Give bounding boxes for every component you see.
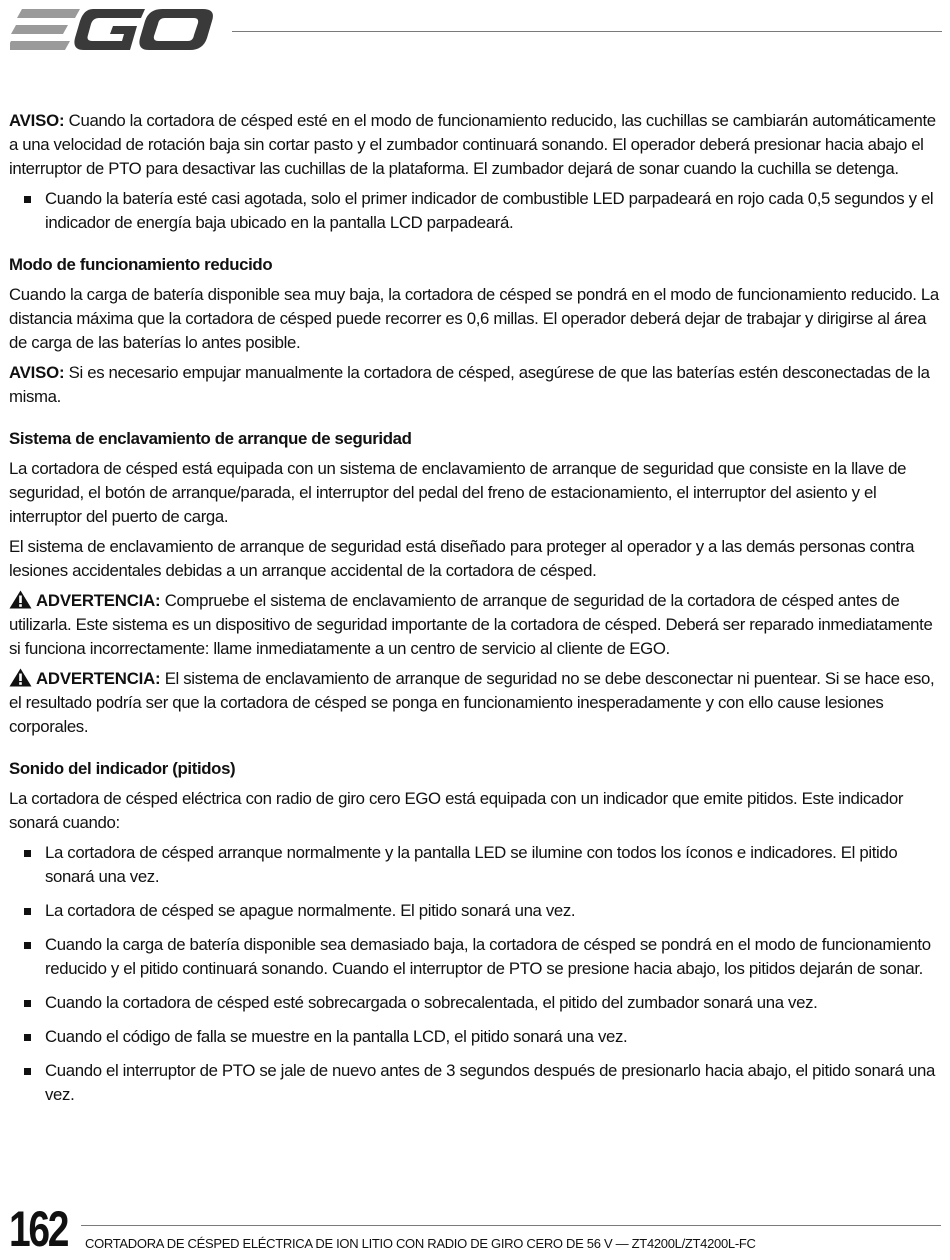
- list-item: [9, 1059, 941, 1107]
- footer-rule: [81, 1225, 941, 1226]
- bullet-square-icon: [24, 942, 31, 949]
- reduced-mode-text: Cuando la carga de batería disponible sea muy baja, la cortadora de césped se pondrá en el modo de funcionamiento reducido. La distancia máxima que la cortadora de césped puede recorrer es 0,6 millas. El operador deberá dejar de trabajar y dirigirse al área de carga de las baterías lo antes posible.: [9, 285, 939, 352]
- battery-bullet-list: [9, 187, 941, 235]
- notice-text: Si es necesario empujar manualmente la cortadora de césped, asegúrese de que las baterías estén desconectadas de la misma.: [9, 363, 930, 406]
- list-item: [9, 899, 941, 923]
- list-item-text: Cuando el código de falla se muestre en la pantalla LCD, el pitido sonará una vez.: [45, 1027, 628, 1046]
- warning-text: El sistema de enclavamiento de arranque de seguridad no se debe desconectar ni puentear. Si se hace eso, el resultado podría ser que la cortadora de césped se ponga en funcionamiento inesperadamente y con ello cause lesiones corporales.: [9, 669, 935, 736]
- bullet-square-icon: [24, 196, 31, 203]
- page-number: 162: [9, 1201, 68, 1257]
- list-item-text: La cortadora de césped se apague normalmente. El pitido sonará una vez.: [45, 901, 576, 920]
- page-content: [9, 109, 941, 1117]
- list-item: [9, 187, 941, 235]
- interlock-paragraph-1: La cortadora de césped está equipada con un sistema de enclavamiento de arranque de seguridad que consiste en la llave de seguridad, el botón de arranque/parada, el interruptor del pedal del freno de estacionamiento, el interruptor del asiento y el interruptor del puerto de carga.: [9, 459, 907, 526]
- list-item: [9, 933, 941, 981]
- warning-check-interlock: [9, 589, 941, 661]
- notice-label: AVISO:: [9, 111, 65, 130]
- list-item-text: Cuando la carga de batería disponible sea demasiado baja, la cortadora de césped se pondrá en el modo de funcionamiento reducido y el pitido continuará sonando. Cuando el interruptor de PTO se presione hacia abajo, los pitidos dejarán de sonar.: [45, 935, 931, 978]
- notice-reduced-mode: [9, 109, 941, 181]
- warning-label: ADVERTENCIA:: [36, 669, 161, 688]
- list-item-text: Cuando la cortadora de césped esté sobrecargada o sobrecalentada, el pitido del zumbador sonará una vez.: [45, 993, 818, 1012]
- bullet-square-icon: [24, 850, 31, 857]
- warning-triangle-icon: [9, 668, 32, 687]
- beeps-bullet-list: [9, 841, 941, 1107]
- notice-push-mower: [9, 361, 941, 409]
- warning-no-bypass: [9, 667, 941, 739]
- bullet-square-icon: [24, 908, 31, 915]
- warning-label: ADVERTENCIA:: [36, 591, 161, 610]
- page-footer: [9, 1200, 941, 1256]
- bullet-square-icon: [24, 1068, 31, 1075]
- section-title-beeps: Sonido del indicador (pitidos): [9, 759, 236, 778]
- warning-triangle-icon: [9, 590, 32, 609]
- list-item-text: La cortadora de césped arranque normalmente y la pantalla LED se ilumine con todos los íconos e indicadores. El pitido sonará una vez.: [45, 843, 898, 886]
- list-item-text: Cuando la batería esté casi agotada, solo el primer indicador de combustible LED parpadeará en rojo cada 0,5 segundos y el indicador de energía baja ubicado en la pantalla LCD parpadeará.: [45, 189, 934, 232]
- footer-title: CORTADORA DE CÉSPED ELÉCTRICA DE ION LITIO CON RADIO DE GIRO CERO DE 56 V — ZT4200L/ZT4200L-FC: [85, 1236, 756, 1251]
- list-item: [9, 841, 941, 889]
- list-item: [9, 1025, 941, 1049]
- list-item: [9, 991, 941, 1015]
- warning-text: Compruebe el sistema de enclavamiento de arranque de seguridad de la cortadora de césped antes de utilizarla. Este sistema es un dispositivo de seguridad importante de la cortadora de césped. Deberá ser reparado inmediatamente si funciona incorrectamente: llame inmediatamente a un centro de servicio al cliente de EGO.: [9, 591, 933, 658]
- interlock-paragraph-2: El sistema de enclavamiento de arranque de seguridad está diseñado para proteger al operador y a las demás personas contra lesiones accidentales debidas a un arranque accidental de la cortadora de césped.: [9, 537, 915, 580]
- ego-logo: [10, 6, 214, 54]
- notice-label: AVISO:: [9, 363, 65, 382]
- page-header: [10, 6, 942, 54]
- list-item-text: Cuando el interruptor de PTO se jale de nuevo antes de 3 segundos después de presionarlo hacia abajo, el pitido sonará una vez.: [45, 1061, 935, 1104]
- header-rule: [232, 31, 942, 32]
- section-title-reduced-mode: Modo de funcionamiento reducido: [9, 255, 273, 274]
- section-title-interlock: Sistema de enclavamiento de arranque de seguridad: [9, 429, 412, 448]
- beeps-intro: La cortadora de césped eléctrica con radio de giro cero EGO está equipada con un indicador que emite pitidos. Este indicador sonará cuando:: [9, 789, 904, 832]
- bullet-square-icon: [24, 1000, 31, 1007]
- bullet-square-icon: [24, 1034, 31, 1041]
- notice-text: Cuando la cortadora de césped esté en el modo de funcionamiento reducido, las cuchillas se cambiarán automáticamente a una velocidad de rotación baja sin cortar pasto y el zumbador continuará sonando. El operador deberá presionar hacia abajo el interruptor de PTO para desactivar las cuchillas de la plataforma. El zumbador dejará de sonar cuando la cuchilla se detenga.: [9, 111, 936, 178]
